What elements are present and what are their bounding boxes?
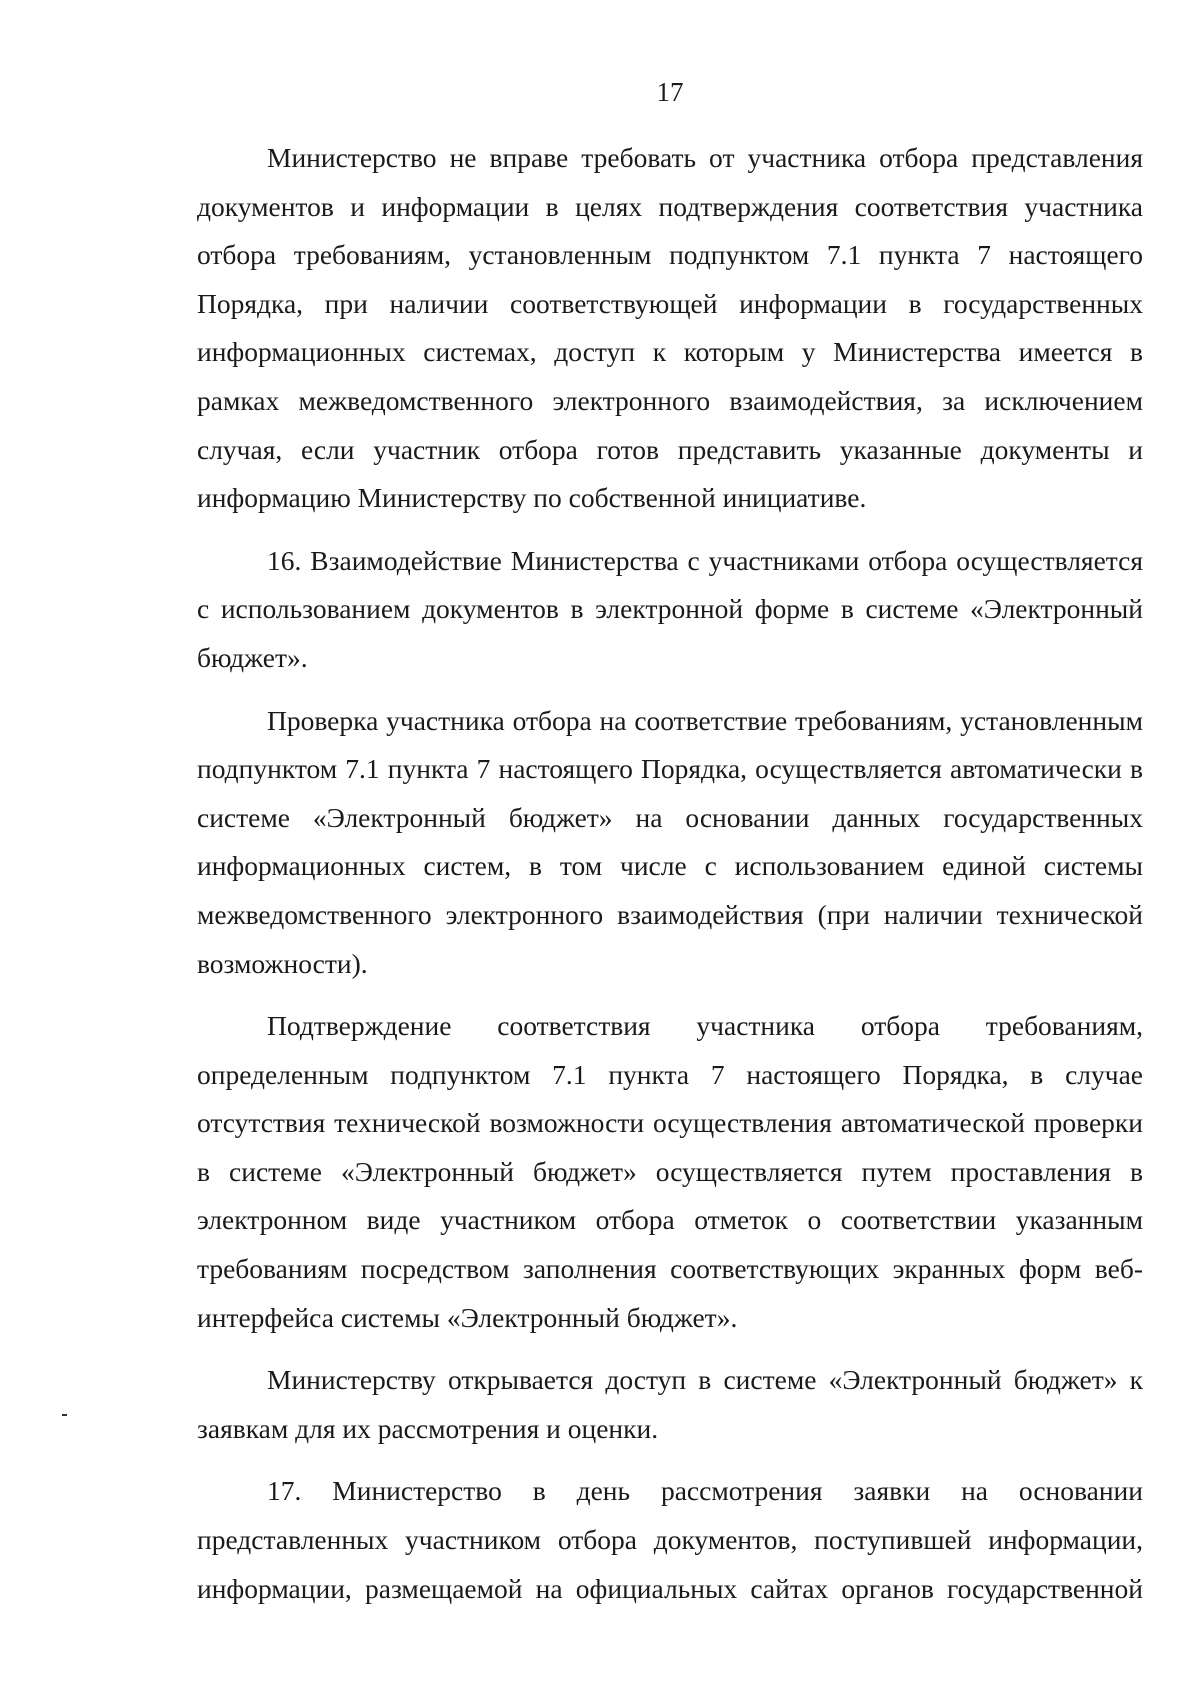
paragraph-confirmation: Подтверждение соответствия участника отбора требованиям, определенным подпунктом 7.1 пункта 7 настоящего Порядка, в случае отсутствия технической возможности осуществления автоматической проверки в системе «Электронный бюджет» осуществляется путем проставления в электронном виде участником отбора отметок о соответствии указанным требованиям посредством заполнения соответствующих экранных форм веб-интерфейса системы «Электронный бюджет». (197, 1010, 1143, 1333)
margin-mark (62, 1414, 67, 1416)
document-body (197, 134, 1143, 1613)
paragraph-access: Министерству открывается доступ в системе «Электронный бюджет» к заявкам для их рассмотрения и оценки. (197, 1364, 1143, 1444)
paragraph-16-interaction: 16. Взаимодействие Министерства с участниками отбора осуществляется с использованием документов в электронной форме в системе «Электронный бюджет». (197, 544, 1143, 673)
page-number: 17 (656, 77, 684, 107)
paragraph-17-review: 17. Министерство в день рассмотрения заявки на основании представленных участником отбора документов, поступившей информации, информации, размещаемой на официальных сайтах органов государственной (197, 1475, 1143, 1604)
paragraph-automatic-check: Проверка участника отбора на соответствие требованиям, установленным подпунктом 7.1 пункта 7 настоящего Порядка, осуществляется автоматически в системе «Электронный бюджет» на основании данных государственных информационных систем, в том числе с использованием единой системы межведомственного электронного взаимодействия (при наличии технической возможности). (197, 704, 1143, 979)
paragraph-ministry-restriction: Министерство не вправе требовать от участника отбора представления документов и информации в целях подтверждения соответствия участника отбора требованиям, установленным подпунктом 7.1 пункта 7 настоящего Порядка, при наличии соответствующей информации в государственных информационных системах, доступ к которым у Министерства имеется в рамках межведомственного электронного взаимодействия, за исключением случая, если участник отбора готов представить указанные документы и информацию Министерству по собственной инициативе. (197, 142, 1143, 514)
